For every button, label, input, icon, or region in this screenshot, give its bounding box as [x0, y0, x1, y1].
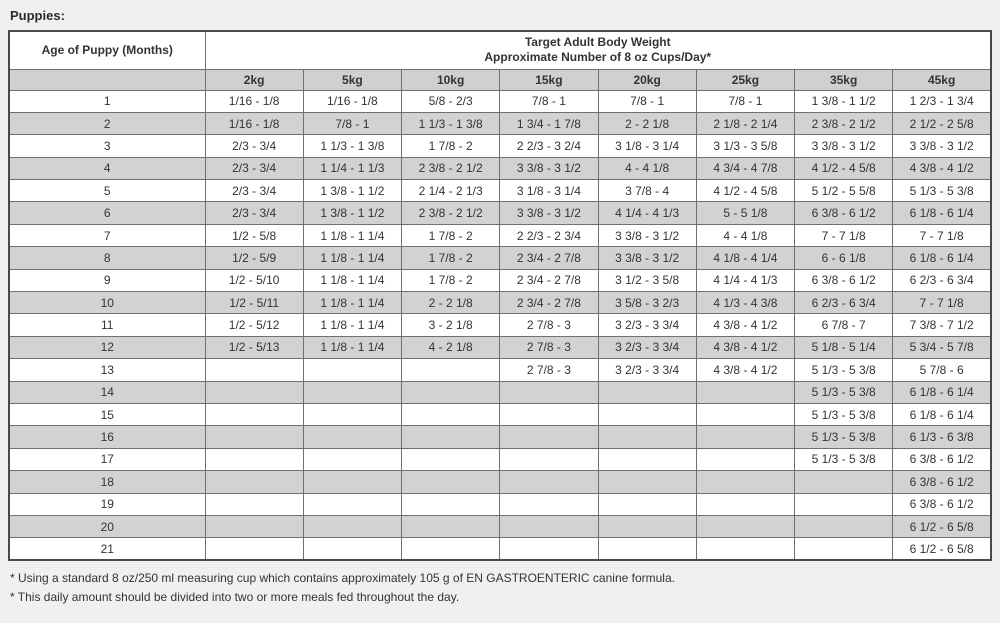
- amount-cell: 4 1/8 - 4 1/4: [696, 247, 794, 269]
- amount-cell: 5 1/8 - 5 1/4: [795, 336, 893, 358]
- amount-cell: [696, 471, 794, 493]
- amount-cell: 2 3/4 - 2 7/8: [500, 292, 598, 314]
- amount-cell: 2 7/8 - 3: [500, 359, 598, 381]
- weight-header-cell: 15kg: [500, 69, 598, 90]
- amount-cell: 6 2/3 - 6 3/4: [795, 292, 893, 314]
- amount-cell: [402, 359, 500, 381]
- month-cell: 5: [9, 180, 205, 202]
- table-row: [9, 202, 991, 224]
- amount-cell: 2 3/8 - 2 1/2: [402, 202, 500, 224]
- amount-cell: 5 1/3 - 5 3/8: [795, 403, 893, 425]
- amount-cell: 1 1/8 - 1 1/4: [303, 292, 401, 314]
- amount-cell: [303, 493, 401, 515]
- amount-cell: 1 1/3 - 1 3/8: [402, 112, 500, 134]
- amount-cell: [598, 448, 696, 470]
- empty-header-cell: [9, 69, 205, 90]
- amount-cell: [598, 538, 696, 560]
- amount-cell: 4 - 4 1/8: [598, 157, 696, 179]
- weight-header-cell: 45kg: [893, 69, 991, 90]
- amount-cell: 6 1/8 - 6 1/4: [893, 247, 991, 269]
- amount-cell: [598, 515, 696, 537]
- amount-cell: 1 3/8 - 1 1/2: [303, 180, 401, 202]
- amount-cell: 6 3/8 - 6 1/2: [893, 471, 991, 493]
- weight-header-cell: 10kg: [402, 69, 500, 90]
- table-row: [9, 314, 991, 336]
- month-cell: 20: [9, 515, 205, 537]
- amount-cell: [696, 381, 794, 403]
- amount-cell: [696, 538, 794, 560]
- amount-cell: [303, 359, 401, 381]
- amount-cell: [500, 403, 598, 425]
- amount-cell: 6 3/8 - 6 1/2: [795, 202, 893, 224]
- month-cell: 2: [9, 112, 205, 134]
- amount-cell: [696, 493, 794, 515]
- amount-cell: [500, 538, 598, 560]
- table-row: [9, 336, 991, 358]
- amount-cell: 2/3 - 3/4: [205, 202, 303, 224]
- amount-cell: [598, 471, 696, 493]
- amount-cell: 1/16 - 1/8: [205, 112, 303, 134]
- amount-cell: 1 1/8 - 1 1/4: [303, 269, 401, 291]
- amount-cell: 6 2/3 - 6 3/4: [893, 269, 991, 291]
- amount-cell: [205, 471, 303, 493]
- amount-cell: 7/8 - 1: [598, 90, 696, 112]
- month-cell: 17: [9, 448, 205, 470]
- amount-cell: 2 3/4 - 2 7/8: [500, 247, 598, 269]
- table-header-row-2: [9, 69, 991, 90]
- amount-cell: 3 2/3 - 3 3/4: [598, 314, 696, 336]
- amount-cell: [205, 515, 303, 537]
- amount-cell: 3 1/8 - 3 1/4: [598, 135, 696, 157]
- table-row: [9, 359, 991, 381]
- amount-cell: 1 1/8 - 1 1/4: [303, 314, 401, 336]
- amount-cell: 2 1/8 - 2 1/4: [696, 112, 794, 134]
- amount-cell: 1 2/3 - 1 3/4: [893, 90, 991, 112]
- month-cell: 10: [9, 292, 205, 314]
- amount-cell: 2 1/2 - 2 5/8: [893, 112, 991, 134]
- amount-cell: 6 1/8 - 6 1/4: [893, 381, 991, 403]
- amount-cell: [205, 359, 303, 381]
- amount-cell: [205, 403, 303, 425]
- amount-cell: 1 7/8 - 2: [402, 247, 500, 269]
- amount-cell: [696, 515, 794, 537]
- footnotes: [10, 569, 992, 607]
- amount-cell: 2 3/8 - 2 1/2: [402, 157, 500, 179]
- amount-cell: 3 - 2 1/8: [402, 314, 500, 336]
- amount-cell: 1/2 - 5/13: [205, 336, 303, 358]
- amount-cell: 7 - 7 1/8: [893, 224, 991, 246]
- amount-cell: [795, 538, 893, 560]
- amount-cell: [402, 403, 500, 425]
- amount-cell: [303, 426, 401, 448]
- month-cell: 1: [9, 90, 205, 112]
- amount-cell: 2 - 2 1/8: [402, 292, 500, 314]
- amount-cell: 3 2/3 - 3 3/4: [598, 336, 696, 358]
- table-row: [9, 471, 991, 493]
- amount-cell: 1 7/8 - 2: [402, 269, 500, 291]
- amount-cell: 2 2/3 - 3 2/4: [500, 135, 598, 157]
- amount-cell: 5 1/3 - 5 3/8: [795, 426, 893, 448]
- amount-cell: 6 1/8 - 6 1/4: [893, 202, 991, 224]
- amount-cell: 5 7/8 - 6: [893, 359, 991, 381]
- weight-header-cell: 35kg: [795, 69, 893, 90]
- amount-cell: [303, 403, 401, 425]
- amount-cell: 7/8 - 1: [303, 112, 401, 134]
- amount-cell: [402, 381, 500, 403]
- amount-cell: 6 1/3 - 6 3/8: [893, 426, 991, 448]
- amount-cell: [500, 515, 598, 537]
- amount-cell: 1 3/8 - 1 1/2: [795, 90, 893, 112]
- amount-cell: 4 3/8 - 4 1/2: [696, 359, 794, 381]
- amount-cell: [205, 381, 303, 403]
- month-cell: 11: [9, 314, 205, 336]
- amount-cell: [402, 448, 500, 470]
- table-row: [9, 157, 991, 179]
- amount-cell: 6 3/8 - 6 1/2: [795, 269, 893, 291]
- month-cell: 15: [9, 403, 205, 425]
- amount-cell: 4 3/8 - 4 1/2: [696, 314, 794, 336]
- amount-cell: 4 3/8 - 4 1/2: [696, 336, 794, 358]
- amount-cell: [205, 426, 303, 448]
- amount-cell: 4 1/3 - 4 3/8: [696, 292, 794, 314]
- amount-cell: 3 3/8 - 3 1/2: [598, 224, 696, 246]
- amount-cell: 4 - 4 1/8: [696, 224, 794, 246]
- amount-cell: 4 1/2 - 4 5/8: [696, 180, 794, 202]
- amount-cell: [303, 515, 401, 537]
- amount-cell: 1/16 - 1/8: [303, 90, 401, 112]
- amount-cell: 5 1/2 - 5 5/8: [795, 180, 893, 202]
- amount-cell: 2 3/4 - 2 7/8: [500, 269, 598, 291]
- amount-cell: [500, 448, 598, 470]
- amount-cell: 6 - 6 1/8: [795, 247, 893, 269]
- amount-cell: 2/3 - 3/4: [205, 135, 303, 157]
- weight-header-cell: 2kg: [205, 69, 303, 90]
- amount-cell: [598, 403, 696, 425]
- amount-cell: [205, 448, 303, 470]
- amount-cell: [598, 493, 696, 515]
- amount-cell: [303, 471, 401, 493]
- amount-cell: 5 3/4 - 5 7/8: [893, 336, 991, 358]
- amount-cell: [303, 448, 401, 470]
- amount-cell: 5 1/3 - 5 3/8: [795, 359, 893, 381]
- amount-cell: 1 1/8 - 1 1/4: [303, 336, 401, 358]
- month-cell: 19: [9, 493, 205, 515]
- amount-cell: 1 1/8 - 1 1/4: [303, 224, 401, 246]
- month-cell: 21: [9, 538, 205, 560]
- amount-cell: [500, 426, 598, 448]
- table-row: [9, 247, 991, 269]
- amount-cell: 2 7/8 - 3: [500, 336, 598, 358]
- amount-cell: 6 1/2 - 6 5/8: [893, 538, 991, 560]
- month-cell: 8: [9, 247, 205, 269]
- amount-cell: 4 - 2 1/8: [402, 336, 500, 358]
- amount-cell: 2 1/4 - 2 1/3: [402, 180, 500, 202]
- amount-cell: 5 1/3 - 5 3/8: [795, 448, 893, 470]
- table-row: [9, 403, 991, 425]
- amount-cell: 7 3/8 - 7 1/2: [893, 314, 991, 336]
- weight-header-cell: 25kg: [696, 69, 794, 90]
- amount-cell: 1 1/4 - 1 1/3: [303, 157, 401, 179]
- month-cell: 13: [9, 359, 205, 381]
- amount-cell: [598, 381, 696, 403]
- amount-cell: 6 3/8 - 6 1/2: [893, 448, 991, 470]
- amount-cell: 5 1/3 - 5 3/8: [795, 381, 893, 403]
- amount-cell: [598, 426, 696, 448]
- page-title: Puppies:: [10, 8, 65, 23]
- month-cell: 7: [9, 224, 205, 246]
- amount-cell: 1/16 - 1/8: [205, 90, 303, 112]
- amount-cell: 1 3/4 - 1 7/8: [500, 112, 598, 134]
- amount-cell: 7 - 7 1/8: [893, 292, 991, 314]
- amount-cell: 5 1/3 - 5 3/8: [893, 180, 991, 202]
- amount-cell: [205, 538, 303, 560]
- amount-cell: 1 7/8 - 2: [402, 224, 500, 246]
- amount-cell: 5 - 5 1/8: [696, 202, 794, 224]
- table-row: [9, 269, 991, 291]
- amount-cell: 7/8 - 1: [696, 90, 794, 112]
- amount-cell: [696, 403, 794, 425]
- amount-cell: 2 2/3 - 2 3/4: [500, 224, 598, 246]
- amount-cell: [303, 538, 401, 560]
- amount-cell: 6 7/8 - 7: [795, 314, 893, 336]
- table-row: [9, 381, 991, 403]
- amount-cell: 3 3/8 - 3 1/2: [500, 202, 598, 224]
- month-cell: 4: [9, 157, 205, 179]
- amount-cell: [795, 471, 893, 493]
- table-row: [9, 90, 991, 112]
- month-cell: 6: [9, 202, 205, 224]
- amount-cell: [500, 493, 598, 515]
- amount-cell: [500, 381, 598, 403]
- amount-cell: [795, 493, 893, 515]
- amount-cell: 1 3/8 - 1 1/2: [303, 202, 401, 224]
- table-row: [9, 292, 991, 314]
- table-row: [9, 515, 991, 537]
- table-row: [9, 180, 991, 202]
- amount-cell: 3 3/8 - 3 1/2: [893, 135, 991, 157]
- footnote-meals: * This daily amount should be divided into two or more meals fed throughout the day.: [10, 590, 460, 605]
- table-body: [9, 90, 991, 560]
- amount-cell: 2 3/8 - 2 1/2: [795, 112, 893, 134]
- amount-cell: [500, 471, 598, 493]
- amount-cell: 6 1/2 - 6 5/8: [893, 515, 991, 537]
- weight-header-cell: 20kg: [598, 69, 696, 90]
- table-header-row-1: [9, 31, 991, 69]
- footnote-measuring-cup: * Using a standard 8 oz/250 ml measuring cup which contains approximately 105 g of EN GASTROENTERIC canine formula.: [10, 571, 675, 586]
- amount-cell: [402, 538, 500, 560]
- amount-cell: [402, 493, 500, 515]
- weight-header-cell: 5kg: [303, 69, 401, 90]
- amount-cell: 3 5/8 - 3 2/3: [598, 292, 696, 314]
- amount-cell: 2/3 - 3/4: [205, 180, 303, 202]
- amount-cell: 4 3/4 - 4 7/8: [696, 157, 794, 179]
- table-row: [9, 426, 991, 448]
- amount-cell: 1/2 - 5/9: [205, 247, 303, 269]
- month-cell: 12: [9, 336, 205, 358]
- amount-cell: 4 1/4 - 4 1/3: [696, 269, 794, 291]
- amount-cell: 1 7/8 - 2: [402, 135, 500, 157]
- amount-cell: [402, 515, 500, 537]
- month-cell: 14: [9, 381, 205, 403]
- amount-cell: 2 - 2 1/8: [598, 112, 696, 134]
- age-column-header: Age of Puppy (Months): [9, 31, 205, 69]
- amount-cell: [303, 381, 401, 403]
- amount-cell: 2 7/8 - 3: [500, 314, 598, 336]
- amount-cell: 6 3/8 - 6 1/2: [893, 493, 991, 515]
- target-weight-header-line1: Target Adult Body Weight: [524, 35, 671, 50]
- amount-cell: [402, 426, 500, 448]
- table-row: [9, 448, 991, 470]
- month-cell: 18: [9, 471, 205, 493]
- amount-cell: 3 2/3 - 3 3/4: [598, 359, 696, 381]
- amount-cell: 7/8 - 1: [500, 90, 598, 112]
- table-row: [9, 135, 991, 157]
- amount-cell: [205, 493, 303, 515]
- amount-cell: 3 1/3 - 3 5/8: [696, 135, 794, 157]
- amount-cell: 1/2 - 5/12: [205, 314, 303, 336]
- month-cell: 16: [9, 426, 205, 448]
- amount-cell: 1 1/3 - 1 3/8: [303, 135, 401, 157]
- target-weight-header: [205, 31, 991, 69]
- amount-cell: 3 1/8 - 3 1/4: [500, 180, 598, 202]
- amount-cell: 3 1/2 - 3 5/8: [598, 269, 696, 291]
- amount-cell: 4 3/8 - 4 1/2: [893, 157, 991, 179]
- feeding-table: [8, 30, 992, 561]
- month-cell: 3: [9, 135, 205, 157]
- table-row: [9, 493, 991, 515]
- amount-cell: 1 1/8 - 1 1/4: [303, 247, 401, 269]
- target-weight-header-line2: Approximate Number of 8 oz Cups/Day*: [484, 50, 712, 65]
- table-row: [9, 538, 991, 560]
- amount-cell: 1/2 - 5/10: [205, 269, 303, 291]
- amount-cell: 3 3/8 - 3 1/2: [500, 157, 598, 179]
- amount-cell: 3 3/8 - 3 1/2: [598, 247, 696, 269]
- amount-cell: [795, 515, 893, 537]
- amount-cell: 7 - 7 1/8: [795, 224, 893, 246]
- amount-cell: 3 3/8 - 3 1/2: [795, 135, 893, 157]
- amount-cell: [696, 448, 794, 470]
- amount-cell: 4 1/4 - 4 1/3: [598, 202, 696, 224]
- month-cell: 9: [9, 269, 205, 291]
- amount-cell: 2/3 - 3/4: [205, 157, 303, 179]
- amount-cell: 5/8 - 2/3: [402, 90, 500, 112]
- amount-cell: [696, 426, 794, 448]
- amount-cell: 3 7/8 - 4: [598, 180, 696, 202]
- table-row: [9, 224, 991, 246]
- amount-cell: 1/2 - 5/11: [205, 292, 303, 314]
- table-row: [9, 112, 991, 134]
- amount-cell: [402, 471, 500, 493]
- amount-cell: 1/2 - 5/8: [205, 224, 303, 246]
- amount-cell: 6 1/8 - 6 1/4: [893, 403, 991, 425]
- amount-cell: 4 1/2 - 4 5/8: [795, 157, 893, 179]
